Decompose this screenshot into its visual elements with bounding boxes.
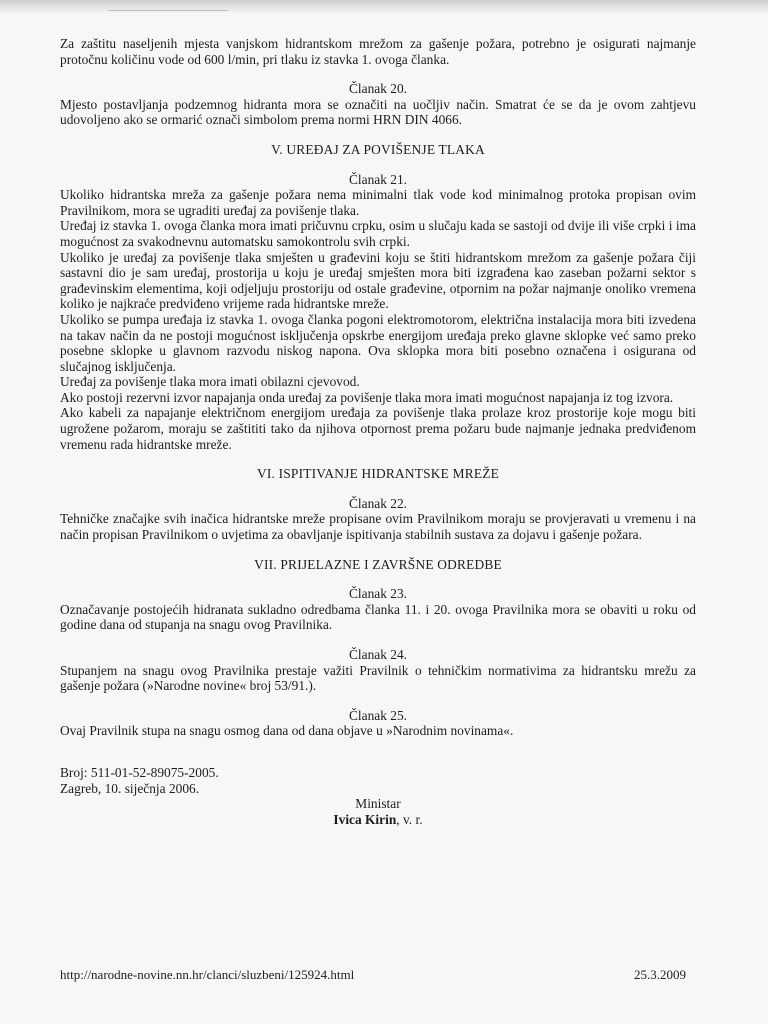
reference-number: Broj: 511-01-52-89075-2005.	[60, 764, 219, 780]
article-25-text: Ovaj Pravilnik stupa na snagu osmog dana od dana objave u »Narodnim novinama«.	[60, 723, 514, 739]
signature-suffix: , v. r.	[396, 811, 423, 827]
footer-url: http://narodne-novine.nn.hr/clanci/sluzbeni/125924.html	[60, 967, 355, 982]
article-22-text: Tehničke značajke svih inačica hidrantske mreže propisane ovim Pravilnikom moraju se provjeravati u vremenu i na način propisan Pravilnikom o uvjetima za obavljanje ispitivanja stabilnih sustava za dojavu i gašenje požara.	[60, 511, 696, 543]
article-21-paragraph-1: Ukoliko hidrantska mreža za gašenje požara nema minimalni tlak vode kod minimalnog protoka propisan ovim Pravilnikom, mora se ugraditi uređaj za povišenje tlaka.	[60, 187, 696, 218]
article-24-heading: Članak 24.	[348, 647, 407, 662]
article-21-paragraph-3: Ukoliko je uređaj za povišenje tlaka smješten u građevini koju se štiti hidrantskom mrežom za gašenje požara čiji sastavni dio je sam uređaj, prostorija u koju je uređaj smješten mora biti izgrađena kao zaseban požarni sektor s građevinskim elementima, koji odjeljuju prostoriju od ostale građevine, otpornim na požar najmanje onoliko vremena koliko je najkraće predviđeno vrijeme rada hidrantske mreže.	[60, 249, 696, 312]
article-22-heading: Članak 22.	[348, 495, 407, 511]
article-21-paragraph-7: Ako kabeli za napajanje električnom energijom uređaja za povišenje tlaka prolaze kroz prostorije koje mogu biti ugrožene požarom, moraju se zaštititi tako da njihova otpornost prema požaru bude najmanje jednaka predviđenom vremenu rada hidrantske mreže.	[60, 405, 696, 452]
article-25-heading: Članak 25.	[348, 707, 407, 723]
article-21-paragraph-4: Ukoliko se pumpa uređaja iz stavka 1. ovoga članka pogoni elektromotorom, električna instalacija mora biti izvedena na takav način da ne postoji mogućnost isključenja opskrbe energijom uređaja preko glavne sklopke već samo preko posebne sklopke u glavnom razvodu niskog napona. Ova sklopka mora biti posebno označena i osigurana od slučajnog isključenja.	[60, 311, 696, 374]
article-20-heading: Članak 20.	[348, 81, 407, 97]
footer-date: 25.3.2009	[634, 967, 686, 982]
section-7-title: VII. PRIJELAZNE I ZAVRŠNE ODREDBE	[254, 556, 502, 572]
article-21-paragraph-6: Ako postoji rezervni izvor napajanja onda uređaj za povišenje tlaka mora imati mogućnost napajanja iz tog izvora.	[60, 389, 674, 405]
article-20-text: Mjesto postavljanja podzemnog hidranta mora se označiti na uočljiv način. Smatrat će se da je ovom zahtjevu udovoljeno ako se ormarić označi simbolom prema normi HRN DIN 4066.	[60, 96, 696, 128]
article-24-text: Stupanjem na snagu ovog Pravilnika prestaje važiti Pravilnik o tehničkim normativima za hidrantsku mrežu za gašenje požara (»Narodne novine« broj 53/91.).	[60, 662, 696, 694]
signatory-name: Ivica Kirin	[333, 811, 397, 827]
place-and-date: Zagreb, 10. siječnja 2006.	[60, 780, 200, 796]
article-21-heading: Članak 21.	[348, 171, 407, 187]
signature-line	[60, 812, 696, 828]
article-21-paragraph-5: Uređaj za povišenje tlaka mora imati obilazni cjevovod.	[60, 374, 360, 390]
article-23-text: Označavanje postojećih hidranata sukladno odredbama članka 11. i 20. ovoga Pravilnika mora se obaviti u roku od godine dana od stupanja na snagu ovog Pravilnika.	[60, 601, 696, 633]
article-23-heading: Članak 23.	[348, 586, 407, 602]
document-page	[60, 36, 696, 827]
article-21-paragraph-2: Uređaj iz stavka 1. ovoga članka mora imati pričuvnu crpku, osim u slučaju kada se sastoji od dvije ili više crpki i ima mogućnost za svakodnevnu automatsku samokontrolu svih crpki.	[60, 218, 696, 249]
intro-paragraph: Za zaštitu naseljenih mjesta vanjskom hidrantskom mrežom za gašenje požara, potrebno je osigurati najmanje protočnu količinu vode od 600 l/min, pri tlaku iz stavka 1. ovoga članka.	[60, 36, 696, 67]
page-footer	[60, 967, 686, 983]
signature-title: Ministar	[355, 796, 401, 812]
section-5-title: V. UREĐAJ ZA POVIŠENJE TLAKA	[271, 141, 485, 157]
scan-fold-mark	[108, 0, 232, 11]
section-6-title: VI. ISPITIVANJE HIDRANTSKE MREŽE	[257, 466, 499, 482]
